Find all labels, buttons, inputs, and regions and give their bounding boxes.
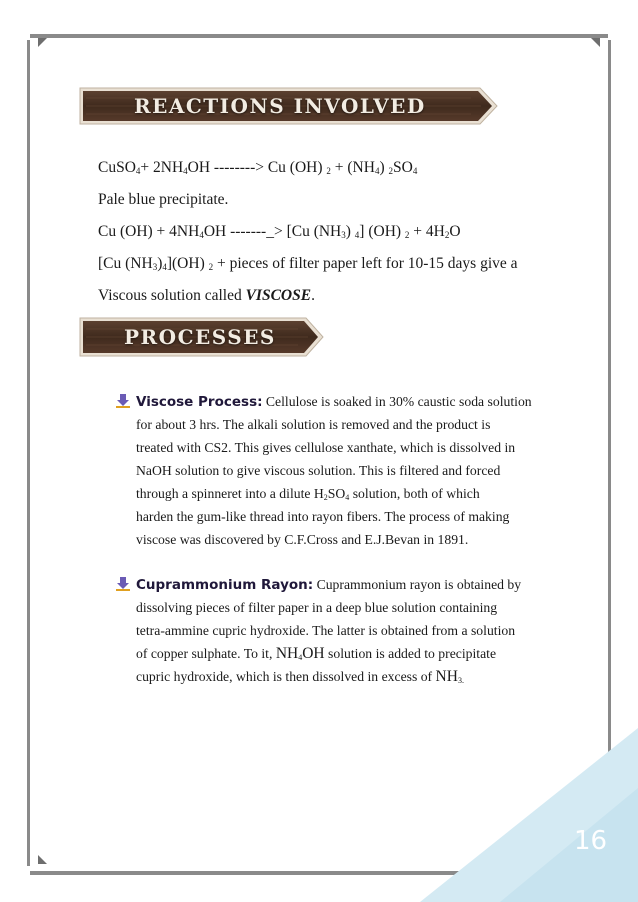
process-line: viscose was discovered by C.F.Cross and E.J.Bevan in 1891. [136, 532, 469, 547]
process-line: treated with CS2. This gives cellulose xanthate, which is dissolved in [136, 440, 516, 455]
process-line: Viscose Process: Cellulose is soaked in 30% caustic soda solution [116, 390, 566, 413]
process-line: cupric hydroxide, which is then dissolved in excess of $NH_{3.}$ [136, 668, 464, 685]
reaction-line: Pale blue precipitate. [98, 191, 229, 208]
arrow-down-bullet-icon [116, 394, 130, 408]
arrow-down-bullet-icon [116, 577, 130, 591]
process-line: harden the gum-like thread into rayon fibers. The process of making [136, 509, 510, 524]
page-number: 16 [574, 826, 608, 856]
reaction-line: Cu $(OH) + 4NH_4OH$ -------_> [Cu $(NH_3)$ $_4$] (OH) $_2 + 4H_2O$ [98, 223, 461, 240]
process-line: NaOH solution to give viscous solution. This is filtered and forced [136, 463, 501, 478]
section-banner-processes [76, 316, 326, 358]
section-banner-reactions [76, 86, 500, 126]
reactions-block [98, 152, 578, 312]
process-title: Cuprammonium Rayon: [136, 577, 314, 593]
reaction-line: [Cu $(NH_3)_4](OH) _2$ + pieces of filter paper left for 10-15 days give a [98, 255, 518, 272]
frame-corner-ornament [591, 38, 600, 47]
process-line: of copper sulphate. To it, $NH_4OH$ solution is added to precipitate [136, 645, 497, 662]
process-line: through a spinneret into a dilute $H_2SO_4$ solution, both of which [136, 486, 480, 502]
process-item-cuprammonium [116, 573, 566, 688]
page-frame-left [27, 40, 30, 866]
section-title: PROCESSES [124, 325, 276, 349]
process-title: Viscose Process: [136, 394, 263, 410]
section-title: REACTIONS INVOLVED [134, 94, 426, 118]
process-line: dissolving pieces of filter paper in a deep blue solution containing [136, 600, 498, 615]
process-item-viscose [116, 390, 566, 551]
process-line: for about 3 hrs. The alkali solution is removed and the product is [136, 417, 491, 432]
frame-corner-ornament [38, 38, 47, 47]
frame-corner-ornament [38, 855, 47, 864]
corner-triangle-decoration [420, 728, 638, 902]
page-frame-top [30, 34, 608, 38]
reaction-line: Viscous solution called VISCOSE. [98, 287, 315, 304]
reaction-line: CuSO$_4$+ $2NH_4OH$ --------> Cu (OH) $_2 + (NH_4)$ $_2SO_4$ [98, 159, 418, 176]
viscose-emphasis: VISCOSE [245, 287, 312, 304]
process-line: tetra-ammine cupric hydroxide. The latter is obtained from a solution [136, 623, 516, 638]
process-line: Cuprammonium Rayon: Cuprammonium rayon is obtained by [116, 573, 566, 596]
